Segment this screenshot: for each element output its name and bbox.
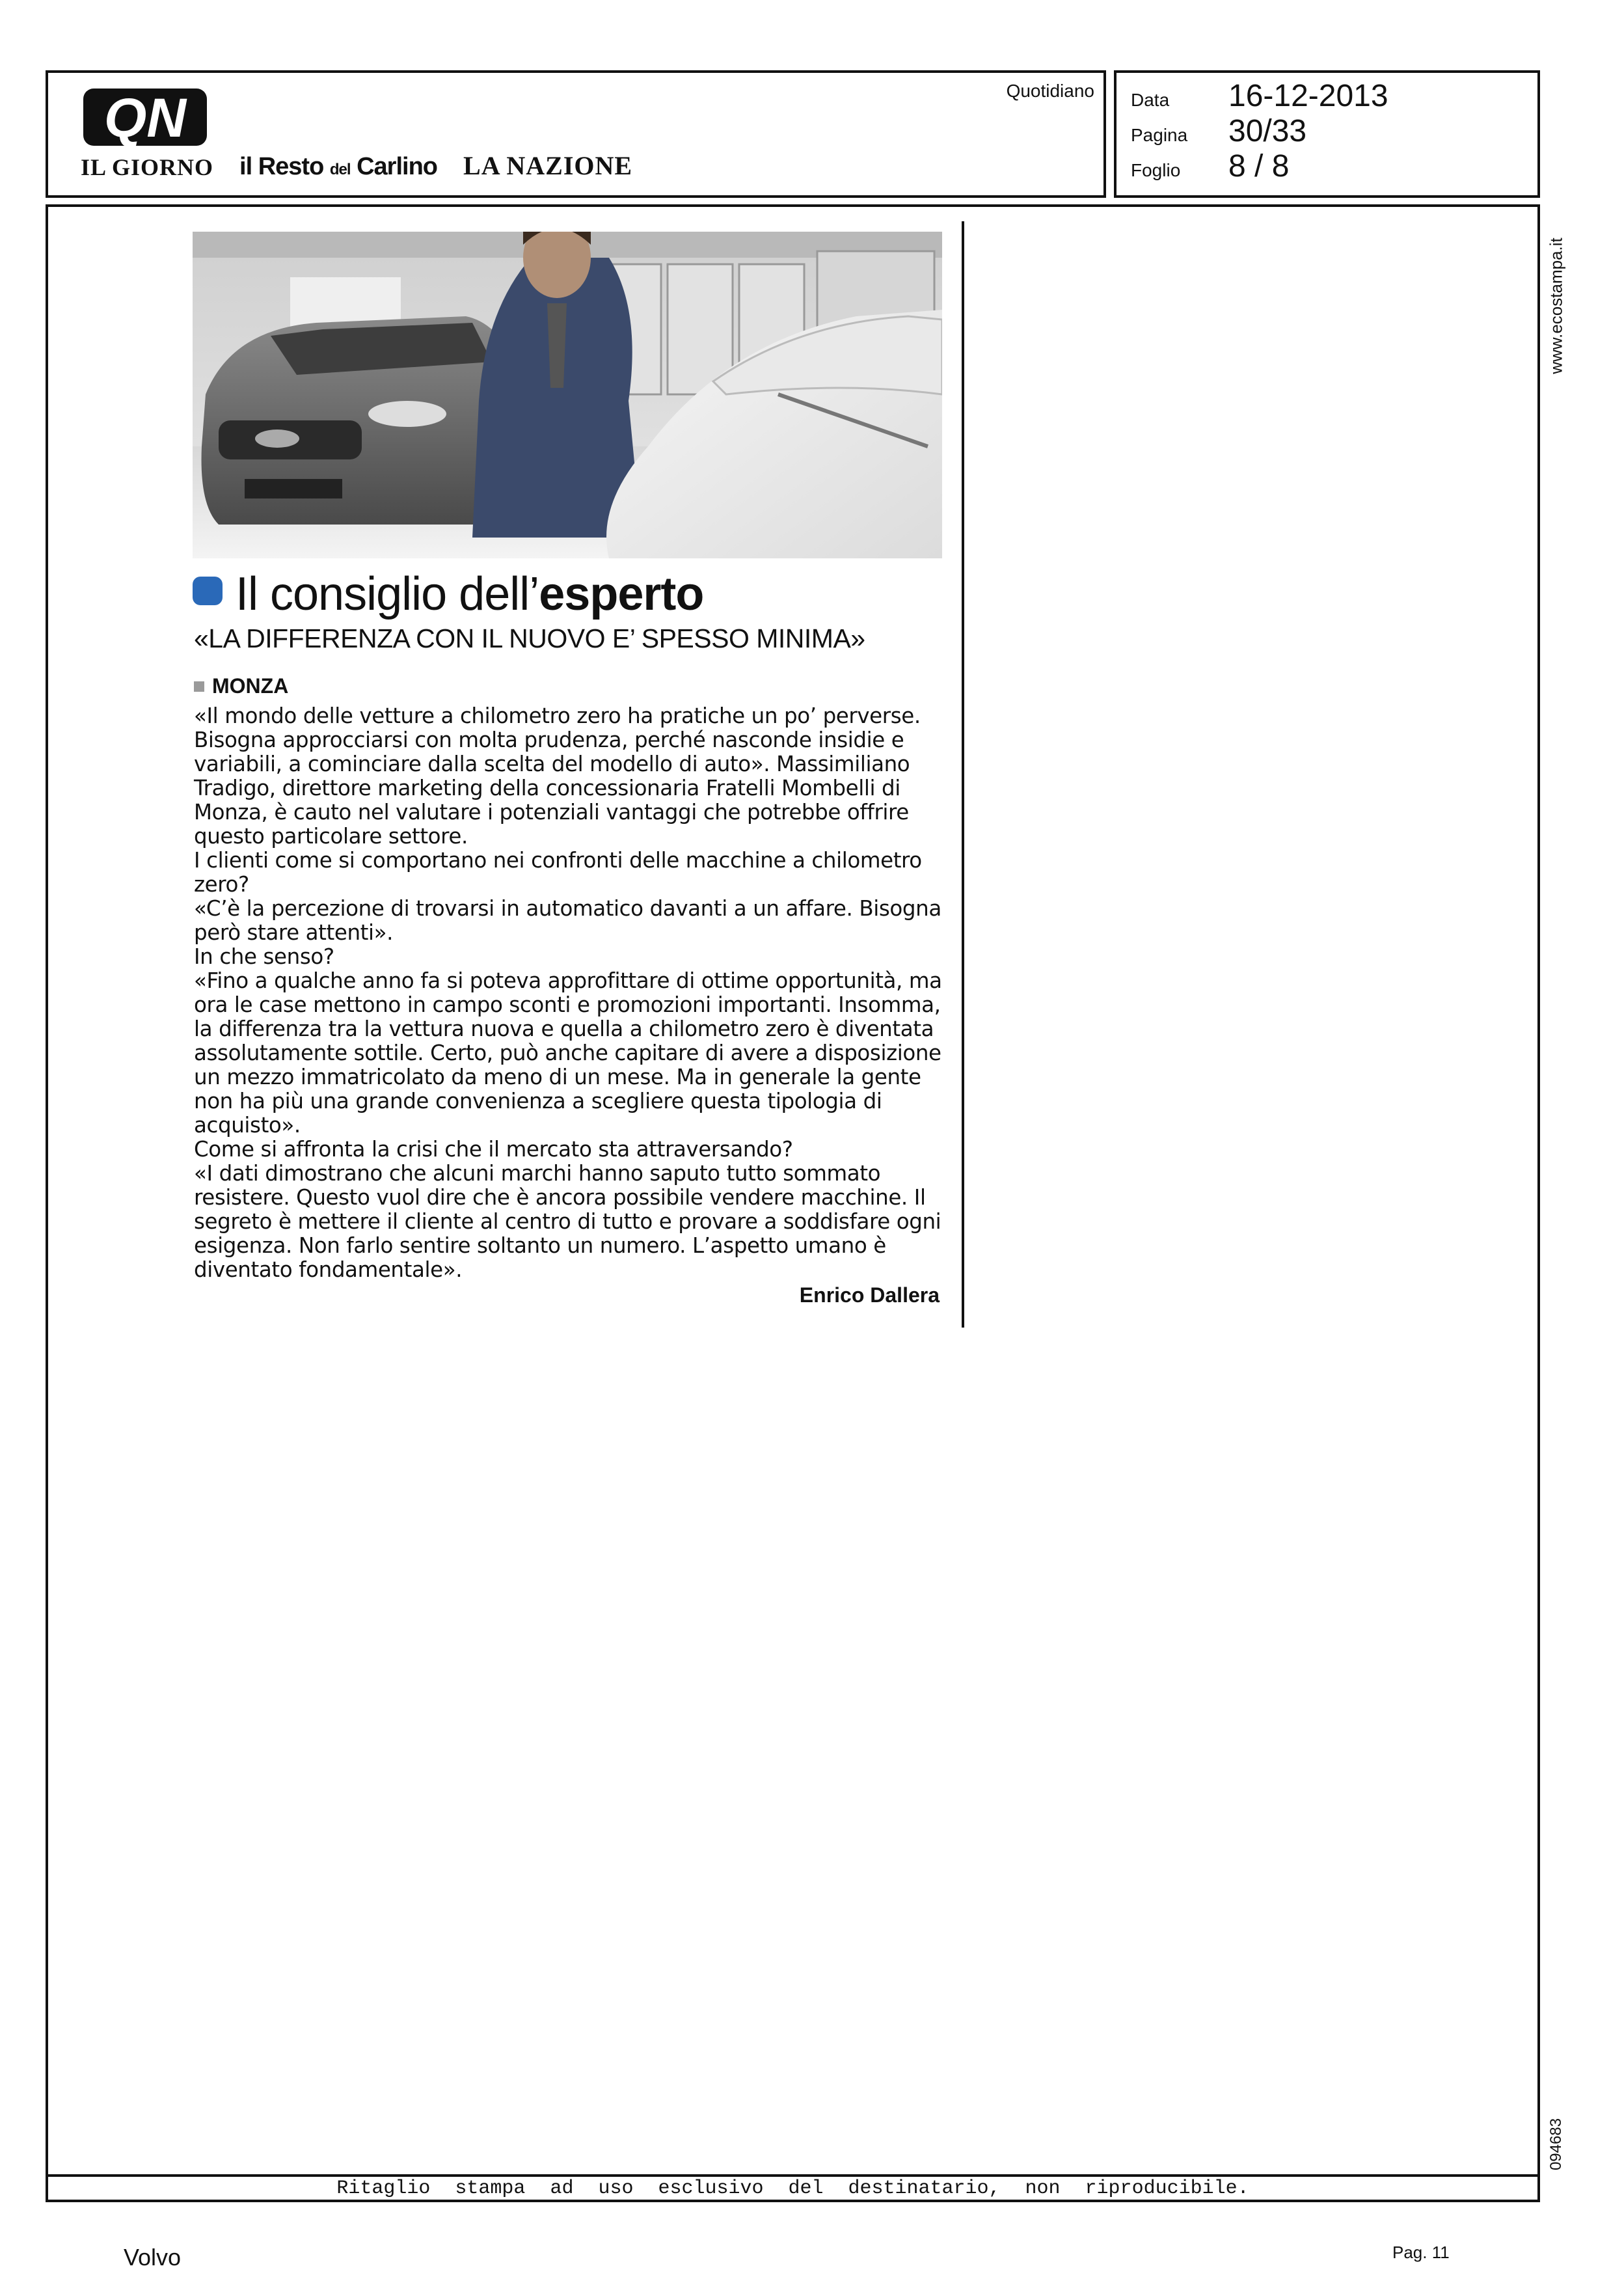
article-subheadline: «LA DIFFERENZA CON IL NUOVO E’ SPESSO MINIMA» [194,623,865,653]
headline-bold: esperto [539,568,704,620]
meta-row-foglio [1131,148,1289,184]
masthead-la-nazione: LA NAZIONE [463,151,633,180]
column-rule [962,221,964,1328]
paragraph: «Il mondo delle vetture a chilometro zero ha pratiche un po’ perverse. Bisogna approcciarsi con molta prudenza, perché nasconde insidie e variabili, a cominciare dalla scelta del modello di auto». Massimiliano Tradigo, direttore marketing della concessionaria Fratelli Mombelli di Monza, è cauto nel valutare i potenziali vantaggi che potrebbe offrire questo particolare settore. [194,703,921,849]
side-url [1543,221,1569,390]
dateline-square-icon [194,681,204,692]
dateline [194,674,288,698]
qn-logo [81,86,210,148]
meta-value: 16-12-2013 [1228,79,1388,113]
byline: Enrico Dallera [799,1283,940,1307]
masthead-titles [81,150,632,181]
paragraph: «C’è la percezione di trovarsi in automatico davanti a un affare. Bisogna però stare attenti». [194,896,941,945]
paragraph: Come si affronta la crisi che il mercato sta attraversando? [194,1137,793,1162]
paragraph: In che senso? [194,944,334,969]
meta-box [1114,70,1540,198]
qn-logo-text: QN [104,87,186,148]
meta-label: Data [1131,90,1170,110]
client-name: Volvo [124,2244,182,2271]
masthead-resto-del-carlino [239,153,437,181]
masthead-box [46,70,1106,198]
meta-value: 8 / 8 [1228,149,1290,184]
meta-row-pagina [1131,113,1306,149]
publication-type: Quotidiano [1006,81,1094,101]
meta-label: Pagina [1131,125,1188,145]
dateline-text: MONZA [212,674,289,698]
masthead-il-giorno: IL GIORNO [81,154,214,180]
paragraph: I clienti come si comportano nei confronti delle macchine a chilometro zero? [194,848,922,897]
masthead-del: del [329,161,351,178]
masthead-resto: il Resto [239,153,324,180]
side-code [1543,2108,1569,2180]
footer-notice: Ritaglio stampa ad uso esclusivo del destinatario, non riproducibile. [336,2177,1249,2200]
article-body [194,704,949,1282]
headline-regular: Il consiglio dell’ [236,568,539,620]
paragraph: «I dati dimostrano che alcuni marchi hanno saputo tutto sommato resistere. Questo vuol dire che è ancora possibile vendere macchine. Il segreto è mettere il cliente al centro di tutto e provare a soddisfare ogni esigenza. Non farlo sentire soltanto un numero. L’aspetto umano è diventato fondamentale». [194,1161,941,1282]
meta-row-data [1131,78,1388,114]
masthead-carlino: Carlino [357,153,438,180]
article-photo [193,232,942,558]
meta-label: Foglio [1131,160,1181,180]
meta-value: 30/33 [1228,114,1307,148]
footer-divider [46,2174,1540,2177]
page-number: Pag. 11 [1392,2243,1450,2262]
paragraph: «Fino a qualche anno fa si poteva approfittare di ottime opportunità, ma ora le case mettono in campo sconti e promozioni importanti. Insomma, la differenza tra la vettura nuova e quella a chilometro zero è diventata assolutamente sottile. Certo, può anche capitare di avere a disposizione un mezzo immatricolato da meno di un mese. Ma in generale la gente non ha più una grande convenienza a scegliere questa tipologia di acquisto». [194,968,942,1138]
side-code-text: 094683 [1547,2118,1565,2171]
side-url-text: www.ecostampa.it [1546,238,1566,374]
kicker-bullet [193,577,223,605]
article-headline [236,567,703,621]
